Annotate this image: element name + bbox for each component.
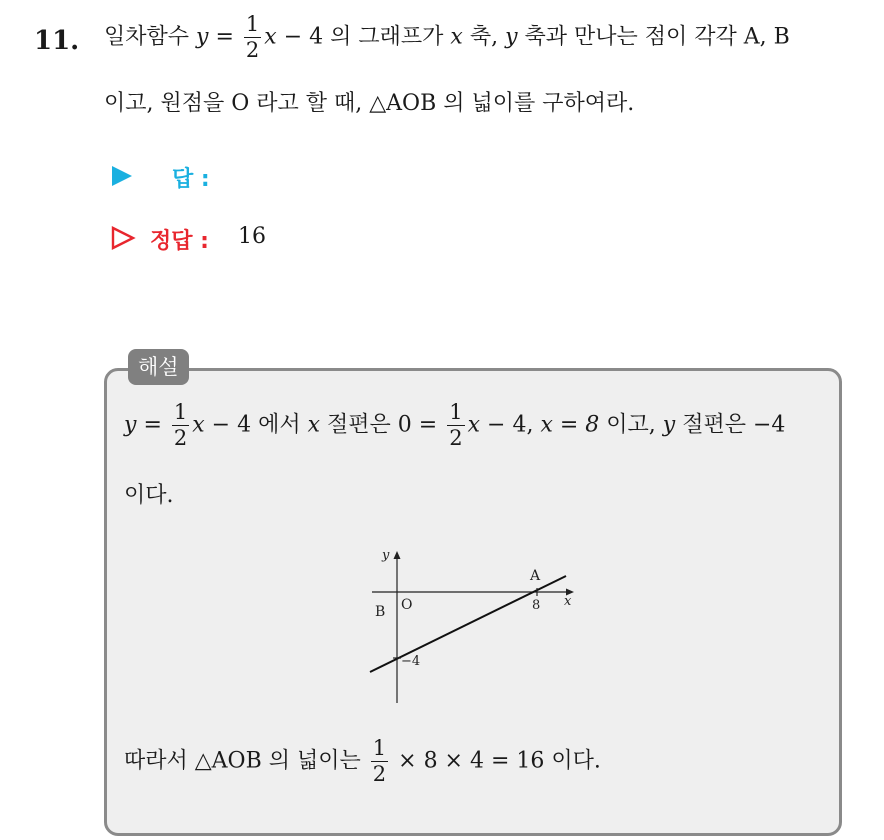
math-minus-4-comma: − 4, [487,412,534,438]
math-x: x [192,412,205,438]
solution-text: 절편은 −4 [682,412,786,438]
y-axis-label: y [382,548,390,563]
math-y: y [662,412,676,438]
math-fraction [447,402,464,449]
math-y: y [505,24,518,50]
math-eq: = [215,24,234,50]
solution-text: 이다. [551,748,601,774]
solution-line-1 [124,402,785,449]
answer-label: 답 : [172,167,210,192]
solution-text: 따라서 △AOB 의 넓이는 [124,748,361,774]
solution-line-2: 이다. [124,483,174,508]
math-fraction [172,402,189,449]
point-b-label: B [375,604,386,620]
y-axis-arrow [394,551,401,559]
solution-text: 절편은 0 = [327,412,438,438]
math-x-equals-8: x = 8 [540,412,600,438]
math-y: y [124,412,137,438]
math-fraction [371,738,388,785]
math-eq: = [143,412,162,438]
math-product: × 8 × 4 = 16 [398,748,545,774]
correct-answer-value: 16 [238,224,266,249]
question-text: 일차함수 [104,24,190,50]
math-y: y [196,24,209,50]
x-axis-label: x [564,594,572,609]
math-fraction [244,14,261,61]
solution-text: 에서 [258,412,301,438]
play-arrow-icon [110,164,134,188]
fraction-numerator: 1 [449,400,463,424]
fraction-numerator: 1 [245,12,260,36]
math-minus-4: − 4 [283,24,324,50]
question-text: 의 그래프가 [330,24,444,50]
solution-tag: 해설 [128,349,189,385]
fraction-denominator: 2 [245,38,260,62]
line-graph [360,545,590,710]
fraction-denominator: 2 [449,426,463,450]
question-text: 축과 만나는 점이 각각 A, B [524,24,790,50]
math-minus-4: − 4 [211,412,252,438]
math-x: x [450,24,463,50]
math-x: x [307,412,321,438]
tick-m4-label: −4 [401,654,421,669]
tick-8-label: 8 [532,598,541,613]
math-x: x [264,24,277,50]
fraction-denominator: 2 [173,426,188,450]
solution-text: 이고, [606,412,656,438]
solution-conclusion [124,738,601,785]
question-text: 축, [469,24,499,50]
correct-answer-label: 정답 : [150,229,209,254]
question-line-1 [104,14,790,61]
outline-arrow-icon [110,225,136,251]
question-line-2: 이고, 원점을 O 라고 할 때, △AOB 의 넓이를 구하여라. [104,91,635,116]
origin-label: O [401,597,413,613]
math-x: x [467,412,481,438]
fraction-numerator: 1 [173,400,188,424]
fraction-numerator: 1 [372,736,387,760]
answer-field[interactable] [240,162,440,190]
question-number: 11. [34,26,80,56]
fraction-denominator: 2 [372,762,387,786]
point-a-label: A [530,568,541,584]
